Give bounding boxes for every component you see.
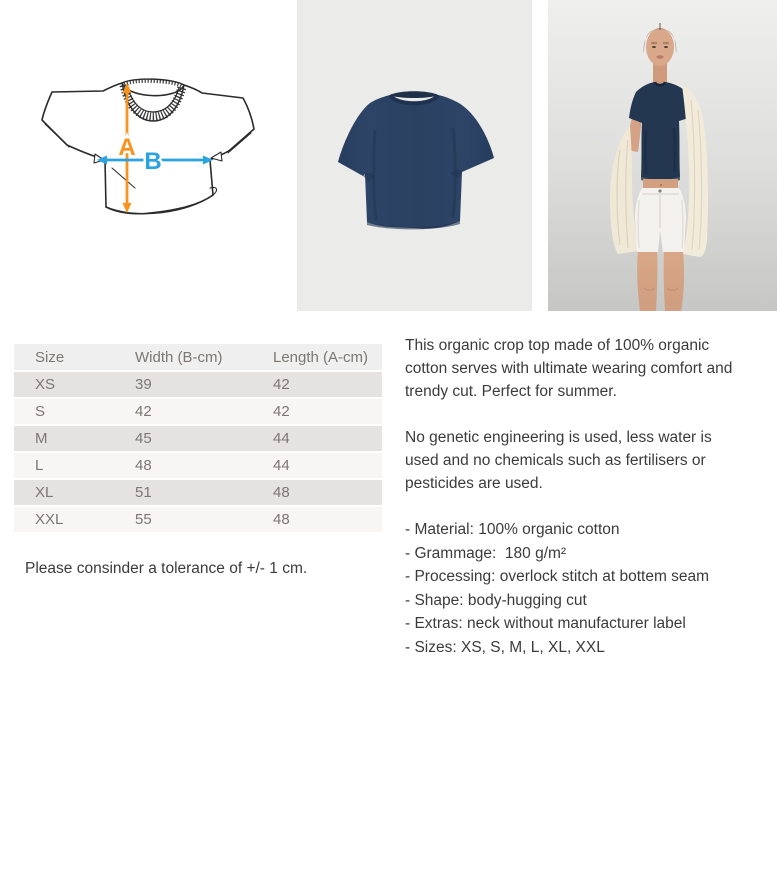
- length-cell: 44: [273, 426, 382, 453]
- spec-list: [405, 518, 747, 659]
- table-row: [14, 372, 382, 399]
- model-photo-image: [548, 0, 777, 311]
- size-cell: L: [14, 453, 135, 480]
- size-cell: S: [14, 399, 135, 426]
- table-row: [14, 453, 382, 480]
- product-flat-image: [297, 0, 532, 311]
- description-paragraph: This organic crop top made of 100% organic cotton serves with ultimate wearing comfort and trendy cut. Perfect for summer.: [405, 337, 733, 400]
- length-cell: 48: [273, 507, 382, 534]
- size-cell: XS: [14, 372, 135, 399]
- table-row: [14, 426, 382, 453]
- column-header: Width (B-cm): [135, 344, 273, 372]
- model-legs: [637, 250, 657, 311]
- column-header: Size: [14, 344, 135, 372]
- width-cell: 39: [135, 372, 273, 399]
- spec-line: - Sizes: XS, S, M, L, XL, XXL: [405, 638, 605, 656]
- length-cell: 48: [273, 480, 382, 507]
- size-cell: XXL: [14, 507, 135, 534]
- table-row: [14, 399, 382, 426]
- description-paragraph: No genetic engineering is used, less water is used and no chemicals such as fertilisers or pesticides are used.: [405, 429, 712, 492]
- tolerance-note: Please consinder a tolerance of +/- 1 cm.: [25, 560, 308, 577]
- width-cell: 45: [135, 426, 273, 453]
- width-cell: 51: [135, 480, 273, 507]
- size-table-header-row: [14, 344, 382, 372]
- size-table: [14, 344, 382, 534]
- width-cell: 42: [135, 399, 273, 426]
- spec-line: - Shape: body-hugging cut: [405, 591, 587, 609]
- spec-line: - Material: 100% organic cotton: [405, 521, 620, 538]
- length-cell: 42: [273, 399, 382, 426]
- dimension-label-a: A: [118, 134, 136, 161]
- dimension-label-b: B: [144, 148, 162, 175]
- size-cell: M: [14, 426, 135, 453]
- column-header: Length (A-cm): [273, 344, 382, 372]
- table-row: [14, 507, 382, 534]
- product-flat-photo-panel: [297, 0, 532, 311]
- spec-line: - Grammage: 180 g/m²: [405, 544, 567, 562]
- spec-line: - Processing: overlock stitch at bottem seam: [405, 568, 710, 585]
- width-cell: 48: [135, 453, 273, 480]
- size-table-body: [14, 372, 382, 534]
- model-photo-panel: [548, 0, 777, 311]
- product-description: [405, 334, 747, 659]
- spec-line: - Extras: neck without manufacturer label: [405, 615, 686, 632]
- description-paragraphs: [405, 334, 747, 495]
- measurement-sketch-panel: [0, 0, 297, 311]
- length-cell: 42: [273, 372, 382, 399]
- model-face: [646, 28, 674, 66]
- measurement-sketch-image: [38, 76, 270, 238]
- table-row: [14, 480, 382, 507]
- width-cell: 55: [135, 507, 273, 534]
- size-cell: XL: [14, 480, 135, 507]
- length-cell: 44: [273, 453, 382, 480]
